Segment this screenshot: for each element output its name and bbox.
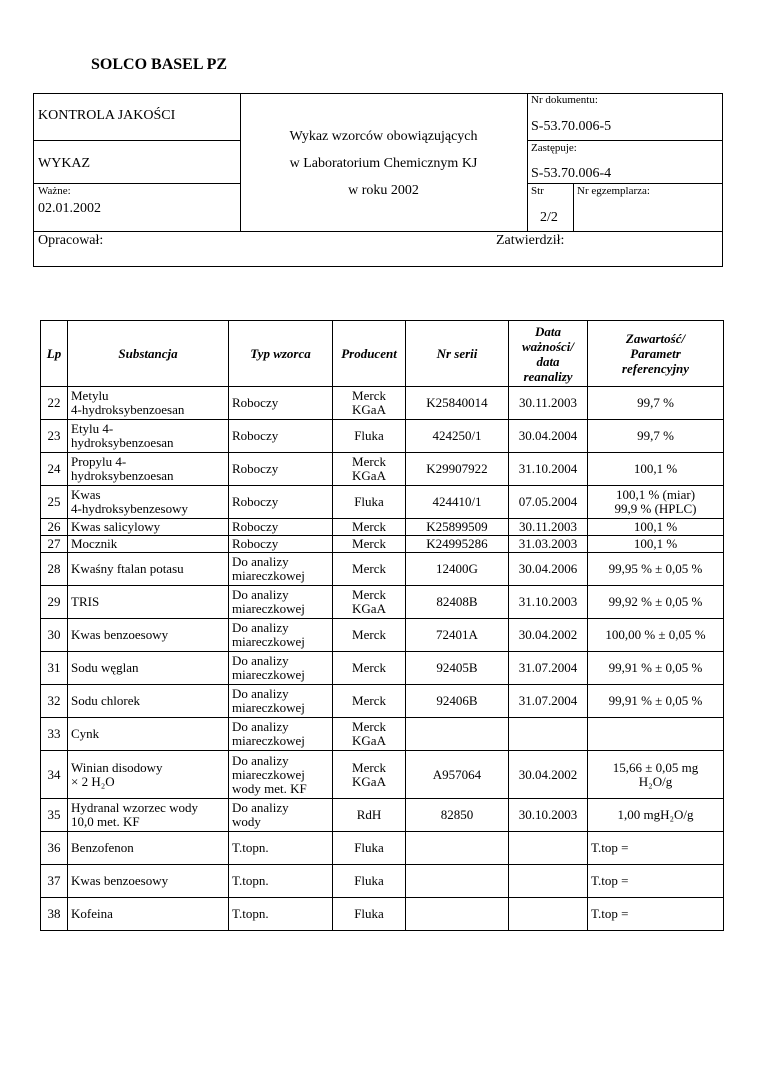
table-row: [41, 486, 724, 519]
replaces-number: S-53.70.006-4: [531, 166, 612, 181]
col-lp: Lp: [41, 321, 68, 387]
cell-date: 31.10.2003: [509, 586, 588, 619]
cell-series: K25840014: [406, 387, 509, 420]
cell-series: K24995286: [406, 536, 509, 553]
table-row: [41, 453, 724, 486]
table-header-row: [41, 321, 724, 387]
table-row: [41, 586, 724, 619]
valid-label: Ważne:: [38, 185, 71, 197]
cell-substance: Kwaśny ftalan potasu: [68, 553, 229, 586]
cell-producer: Merck: [333, 685, 406, 718]
col-series: Nr serii: [406, 321, 509, 387]
cell-producer: Merck: [333, 536, 406, 553]
cell-lp: 36: [41, 832, 68, 865]
cell-series: 92405B: [406, 652, 509, 685]
title-line-1: Wykaz wzorców obowiązujących: [289, 129, 478, 144]
cell-date: 30.04.2006: [509, 553, 588, 586]
cell-substance: Cynk: [68, 718, 229, 751]
cell-type: T.topn.: [229, 865, 333, 898]
col-substance: Substancja: [68, 321, 229, 387]
cell-date: [509, 832, 588, 865]
cell-date: 30.10.2003: [509, 799, 588, 832]
cell-content: [588, 718, 724, 751]
cell-content: T.top =: [588, 898, 724, 931]
cell-lp: 26: [41, 519, 68, 536]
document-type: WYKAZ: [38, 156, 91, 171]
cell-producer: Merck KGaA: [333, 586, 406, 619]
cell-content: 100,1 %: [588, 536, 724, 553]
valid-date: 02.01.2002: [38, 201, 101, 216]
table-row: [41, 652, 724, 685]
cell-date: 30.04.2002: [509, 751, 588, 799]
cell-lp: 30: [41, 619, 68, 652]
cell-lp: 22: [41, 387, 68, 420]
cell-date: 31.07.2004: [509, 652, 588, 685]
prepared-by-label: Opracował:: [38, 233, 104, 248]
cell-lp: 24: [41, 453, 68, 486]
title-line-2: w Laboratorium Chemicznym KJ: [289, 156, 478, 171]
cell-date: 30.04.2002: [509, 619, 588, 652]
cell-producer: Merck: [333, 619, 406, 652]
cell-series: [406, 898, 509, 931]
cell-substance: Kofeina: [68, 898, 229, 931]
cell-series: A957064: [406, 751, 509, 799]
cell-producer: Merck: [333, 519, 406, 536]
cell-substance: Winian disodowy × 2 H₂O: [68, 751, 229, 799]
cell-substance: Metylu 4-hydroksybenzoesan: [68, 387, 229, 420]
cell-content: 100,00 % ± 0,05 %: [588, 619, 724, 652]
col-date: Data ważności/ data reanalizy: [509, 321, 588, 387]
cell-type: Roboczy: [229, 420, 333, 453]
cell-type: T.topn.: [229, 832, 333, 865]
doc-number-label: Nr dokumentu:: [531, 94, 598, 106]
title-line-3: w roku 2002: [348, 183, 419, 198]
table-row: [41, 832, 724, 865]
document-header: [33, 93, 723, 267]
cell-lp: 38: [41, 898, 68, 931]
replaces-label: Zastępuje:: [531, 142, 577, 154]
cell-type: Roboczy: [229, 519, 333, 536]
cell-content: 99,7 %: [588, 420, 724, 453]
cell-series: 82408B: [406, 586, 509, 619]
cell-series: [406, 865, 509, 898]
table-row: [41, 519, 724, 536]
department-label: KONTROLA JAKOŚCI: [38, 108, 176, 123]
cell-producer: Fluka: [333, 486, 406, 519]
cell-series: 72401A: [406, 619, 509, 652]
cell-content: 100,1 % (miar) 99,9 % (HPLC): [588, 486, 724, 519]
cell-producer: Merck KGaA: [333, 387, 406, 420]
cell-producer: Merck: [333, 553, 406, 586]
cell-series: 424250/1: [406, 420, 509, 453]
cell-lp: 25: [41, 486, 68, 519]
cell-type: Do analizy wody: [229, 799, 333, 832]
cell-substance: Propylu 4- hydroksybenzoesan: [68, 453, 229, 486]
cell-content: 99,91 % ± 0,05 %: [588, 685, 724, 718]
copy-number-label: Nr egzemplarza:: [577, 185, 650, 197]
cell-producer: Merck: [333, 652, 406, 685]
cell-content: T.top =: [588, 832, 724, 865]
doc-number: S-53.70.006-5: [531, 119, 612, 134]
cell-type: Roboczy: [229, 536, 333, 553]
table-row: [41, 685, 724, 718]
cell-type: T.topn.: [229, 898, 333, 931]
cell-substance: Mocznik: [68, 536, 229, 553]
table-row: [41, 619, 724, 652]
table-row: [41, 898, 724, 931]
cell-type: Do analizy miareczkowej wody met. KF: [229, 751, 333, 799]
cell-type: Do analizy miareczkowej: [229, 652, 333, 685]
table-row: [41, 536, 724, 553]
cell-date: 31.10.2004: [509, 453, 588, 486]
cell-content: 99,7 %: [588, 387, 724, 420]
cell-lp: 31: [41, 652, 68, 685]
cell-lp: 35: [41, 799, 68, 832]
cell-date: 07.05.2004: [509, 486, 588, 519]
cell-lp: 28: [41, 553, 68, 586]
document-title: [240, 123, 527, 204]
cell-date: 30.04.2004: [509, 420, 588, 453]
cell-series: [406, 832, 509, 865]
cell-substance: Hydranal wzorzec wody 10,0 met. KF: [68, 799, 229, 832]
cell-content: 1,00 mgH₂O/g: [588, 799, 724, 832]
table-row: [41, 387, 724, 420]
table-row: [41, 751, 724, 799]
cell-type: Do analizy miareczkowej: [229, 685, 333, 718]
cell-producer: Fluka: [333, 898, 406, 931]
cell-lp: 33: [41, 718, 68, 751]
cell-type: Do analizy miareczkowej: [229, 553, 333, 586]
cell-substance: Kwas 4-hydroksybenzesowy: [68, 486, 229, 519]
cell-lp: 27: [41, 536, 68, 553]
cell-date: 30.11.2003: [509, 519, 588, 536]
cell-producer: Merck KGaA: [333, 453, 406, 486]
approved-by-label: Zatwierdził:: [496, 233, 565, 248]
cell-series: 424410/1: [406, 486, 509, 519]
cell-producer: Fluka: [333, 865, 406, 898]
cell-content: 100,1 %: [588, 519, 724, 536]
col-type: Typ wzorca: [229, 321, 333, 387]
cell-type: Roboczy: [229, 387, 333, 420]
cell-producer: Merck KGaA: [333, 751, 406, 799]
cell-series: K29907922: [406, 453, 509, 486]
table-row: [41, 865, 724, 898]
cell-content: 100,1 %: [588, 453, 724, 486]
cell-content: 15,66 ± 0,05 mg H₂O/g: [588, 751, 724, 799]
table-row: [41, 553, 724, 586]
cell-series: 82850: [406, 799, 509, 832]
page-number: 2/2: [540, 210, 558, 225]
page-label: Str: [531, 185, 544, 197]
cell-series: 92406B: [406, 685, 509, 718]
cell-producer: Merck KGaA: [333, 718, 406, 751]
standards-table: [40, 320, 724, 931]
cell-substance: Kwas benzoesowy: [68, 865, 229, 898]
cell-date: [509, 865, 588, 898]
cell-date: [509, 718, 588, 751]
table-row: [41, 718, 724, 751]
cell-substance: Sodu chlorek: [68, 685, 229, 718]
cell-substance: TRIS: [68, 586, 229, 619]
col-content: Zawartość/ Parametr referencyjny: [588, 321, 724, 387]
cell-content: T.top =: [588, 865, 724, 898]
col-producer: Producent: [333, 321, 406, 387]
cell-producer: Fluka: [333, 832, 406, 865]
cell-date: [509, 898, 588, 931]
cell-type: Do analizy miareczkowej: [229, 586, 333, 619]
company-name: SOLCO BASEL PZ: [91, 56, 228, 73]
cell-substance: Kwas benzoesowy: [68, 619, 229, 652]
cell-date: 31.07.2004: [509, 685, 588, 718]
cell-substance: Benzofenon: [68, 832, 229, 865]
cell-content: 99,95 % ± 0,05 %: [588, 553, 724, 586]
cell-date: 30.11.2003: [509, 387, 588, 420]
cell-lp: 37: [41, 865, 68, 898]
cell-content: 99,92 % ± 0,05 %: [588, 586, 724, 619]
cell-producer: Fluka: [333, 420, 406, 453]
cell-lp: 32: [41, 685, 68, 718]
table-row: [41, 420, 724, 453]
cell-type: Do analizy miareczkowej: [229, 619, 333, 652]
cell-substance: Etylu 4- hydroksybenzoesan: [68, 420, 229, 453]
cell-lp: 34: [41, 751, 68, 799]
cell-type: Do analizy miareczkowej: [229, 718, 333, 751]
table-row: [41, 799, 724, 832]
cell-lp: 23: [41, 420, 68, 453]
cell-type: Roboczy: [229, 453, 333, 486]
cell-date: 31.03.2003: [509, 536, 588, 553]
cell-content: 99,91 % ± 0,05 %: [588, 652, 724, 685]
cell-substance: Kwas salicylowy: [68, 519, 229, 536]
cell-lp: 29: [41, 586, 68, 619]
cell-substance: Sodu węglan: [68, 652, 229, 685]
cell-series: K25899509: [406, 519, 509, 536]
cell-producer: RdH: [333, 799, 406, 832]
cell-type: Roboczy: [229, 486, 333, 519]
cell-series: 12400G: [406, 553, 509, 586]
cell-series: [406, 718, 509, 751]
